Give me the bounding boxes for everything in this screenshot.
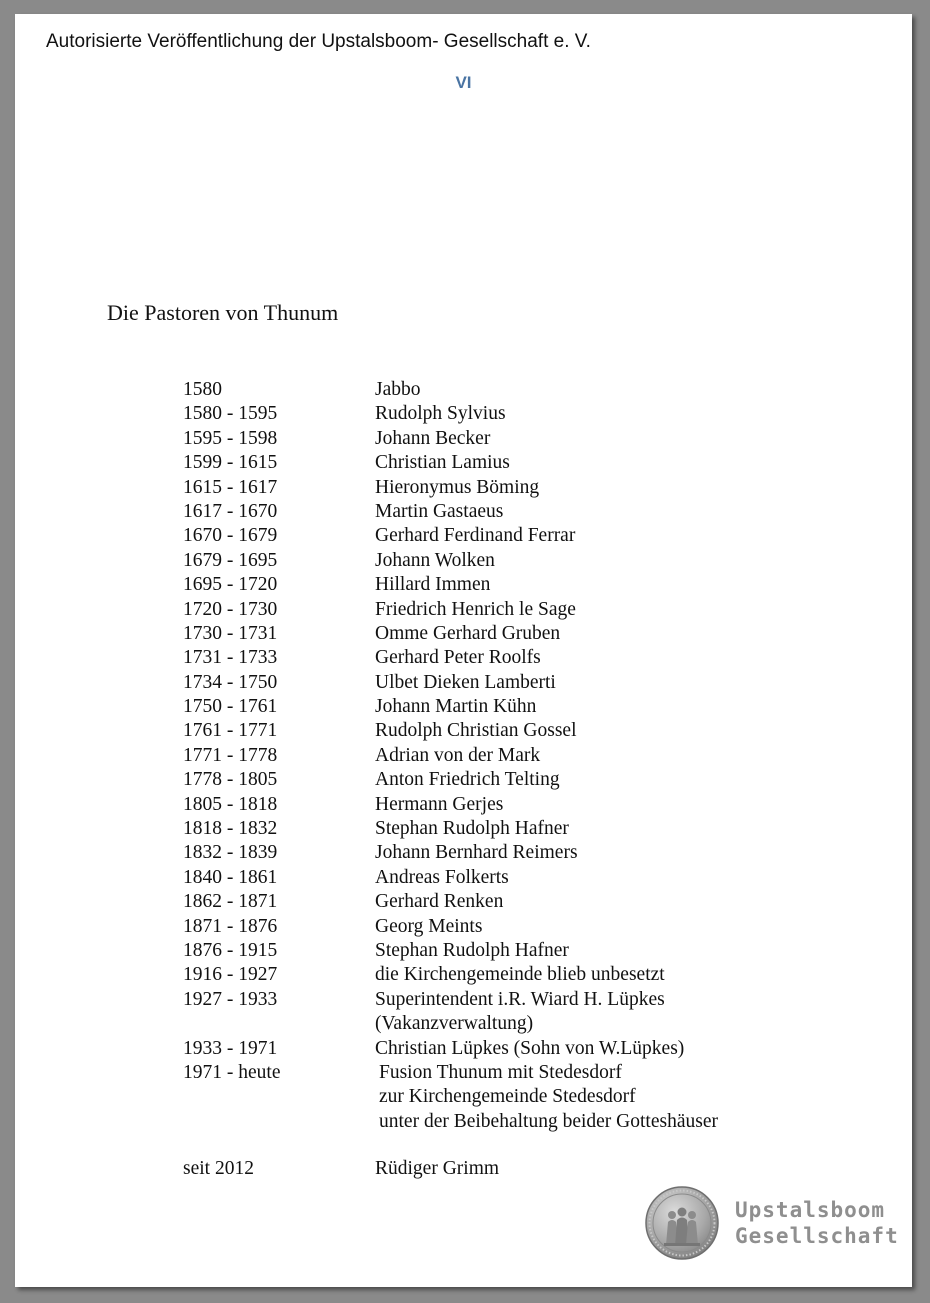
pastor-name: Superintendent i.R. Wiard H. Lüpkes <box>375 988 665 1010</box>
pastor-name: Jabbo <box>375 379 421 400</box>
publisher-note: Autorisierte Veröffentlichung der Upstalsboom- Gesellschaft e. V. <box>46 31 591 52</box>
current-pastor-name: Rüdiger Grimm <box>375 1158 500 1179</box>
pastor-name: Gerhard Renken <box>375 891 504 913</box>
pastor-period: 1750 - 1761 <box>183 696 278 718</box>
pastor-name: Johann Becker <box>375 427 491 449</box>
pastor-period: 1805 - 1818 <box>183 793 278 815</box>
pastor-name: Johann Martin Kühn <box>375 696 537 718</box>
pastor-name: Hermann Gerjes <box>375 793 504 815</box>
pastor-period: 1730 - 1731 <box>183 622 278 644</box>
pastor-name: Christian Lamius <box>375 452 510 474</box>
pastor-period: 1876 - 1915 <box>183 939 278 961</box>
pastor-name: Georg Meints <box>375 915 483 937</box>
pastor-name: Johann Wolken <box>375 549 495 571</box>
pastor-name: Rudolph Christian Gossel <box>375 720 577 742</box>
pastor-row <box>183 427 863 451</box>
pastor-name: Gerhard Peter Roolfs <box>375 647 541 669</box>
pastor-name: Andreas Folkerts <box>375 866 509 888</box>
pastor-row <box>183 1061 863 1085</box>
pastor-period: 1615 - 1617 <box>183 476 278 498</box>
pastor-name: Hieronymus Böming <box>375 476 540 498</box>
pastor-list <box>183 378 863 1134</box>
pastor-period: 1778 - 1805 <box>183 769 278 791</box>
pastor-period: 1840 - 1861 <box>183 866 278 888</box>
pastor-period: 1695 - 1720 <box>183 574 278 596</box>
pastor-name: die Kirchengemeinde blieb unbesetzt <box>375 964 665 986</box>
pastor-row <box>183 622 863 646</box>
pastor-name: Anton Friedrich Telting <box>375 769 560 791</box>
pastor-row <box>183 549 863 573</box>
pastor-name: Johann Bernhard Reimers <box>375 842 578 864</box>
pastor-period: 1599 - 1615 <box>183 452 278 474</box>
pastor-row <box>183 939 863 963</box>
pastor-row <box>183 988 863 1012</box>
pastor-period: 1734 - 1750 <box>183 671 278 693</box>
pastor-row <box>183 451 863 475</box>
pastor-period: 1720 - 1730 <box>183 598 278 620</box>
pastor-period: 1832 - 1839 <box>183 842 278 864</box>
pastor-row <box>183 476 863 500</box>
pastor-name: Stephan Rudolph Hafner <box>375 939 569 961</box>
pastor-period: 1595 - 1598 <box>183 427 278 449</box>
pastor-period: 1927 - 1933 <box>183 988 278 1010</box>
pastor-name: Ulbet Dieken Lamberti <box>375 671 556 693</box>
pastor-name: Stephan Rudolph Hafner <box>375 818 569 840</box>
pastor-name: Fusion Thunum mit Stedesdorf <box>379 1061 622 1083</box>
society-logo-text <box>735 1197 899 1249</box>
pastor-row <box>183 1037 863 1061</box>
pastor-period: 1679 - 1695 <box>183 549 278 571</box>
pastor-period: 1617 - 1670 <box>183 500 278 522</box>
pastor-period: 1580 - 1595 <box>183 403 278 425</box>
pastor-row <box>183 890 863 914</box>
pastor-row <box>183 524 863 548</box>
pastor-name: Omme Gerhard Gruben <box>375 622 561 644</box>
pastor-row <box>183 1085 863 1109</box>
logo-line-2: Gesellschaft <box>735 1224 899 1248</box>
pastor-name: Gerhard Ferdinand Ferrar <box>375 525 576 547</box>
pastor-row <box>183 744 863 768</box>
pastor-row <box>183 768 863 792</box>
pastor-row <box>183 598 863 622</box>
pastor-row <box>183 1012 863 1036</box>
document-title: Die Pastoren von Thunum <box>107 300 339 325</box>
pastor-period: 1916 - 1927 <box>183 964 278 986</box>
seal-icon <box>644 1185 720 1261</box>
pastor-row <box>183 402 863 426</box>
pastor-period: 1971 - heute <box>183 1061 281 1083</box>
pastor-row <box>183 817 863 841</box>
current-pastor-period: seit 2012 <box>183 1158 254 1179</box>
logo-line-1: Upstalsboom <box>735 1198 886 1222</box>
pastor-period: 1670 - 1679 <box>183 525 278 547</box>
pastor-period: 1731 - 1733 <box>183 647 278 669</box>
current-pastor-row <box>183 1157 863 1181</box>
pastor-period: 1818 - 1832 <box>183 818 278 840</box>
pastor-period: 1771 - 1778 <box>183 744 278 766</box>
pastor-row <box>183 915 863 939</box>
pastor-row <box>183 719 863 743</box>
pastor-name: Martin Gastaeus <box>375 500 504 522</box>
pastor-row <box>183 378 863 402</box>
pastor-period: 1933 - 1971 <box>183 1037 278 1059</box>
pastor-row <box>183 841 863 865</box>
pastor-row <box>183 866 863 890</box>
pastor-row <box>183 573 863 597</box>
pastor-name: unter der Beibehaltung beider Gotteshäuser <box>379 1110 718 1132</box>
pastor-name: Friedrich Henrich le Sage <box>375 598 576 620</box>
pastor-period: 1580 <box>183 379 222 400</box>
pastor-name: Christian Lüpkes (Sohn von W.Lüpkes) <box>375 1037 685 1059</box>
pastor-row <box>183 671 863 695</box>
pastor-name: zur Kirchengemeinde Stedesdorf <box>379 1086 636 1108</box>
pastor-row <box>183 963 863 987</box>
pastor-row <box>183 646 863 670</box>
society-logo <box>644 1185 899 1265</box>
pastor-row <box>183 695 863 719</box>
pastor-name: (Vakanzverwaltung) <box>375 1013 534 1035</box>
pastor-name: Adrian von der Mark <box>375 744 541 766</box>
pastor-period: 1862 - 1871 <box>183 891 278 913</box>
pastor-name: Hillard Immen <box>375 574 491 596</box>
page-number: VI <box>455 73 472 92</box>
pastor-row <box>183 1110 863 1134</box>
pastor-period: 1761 - 1771 <box>183 720 278 742</box>
pastor-period: 1871 - 1876 <box>183 915 278 937</box>
pastor-row <box>183 500 863 524</box>
pastor-name: Rudolph Sylvius <box>375 403 506 425</box>
pastor-row <box>183 793 863 817</box>
